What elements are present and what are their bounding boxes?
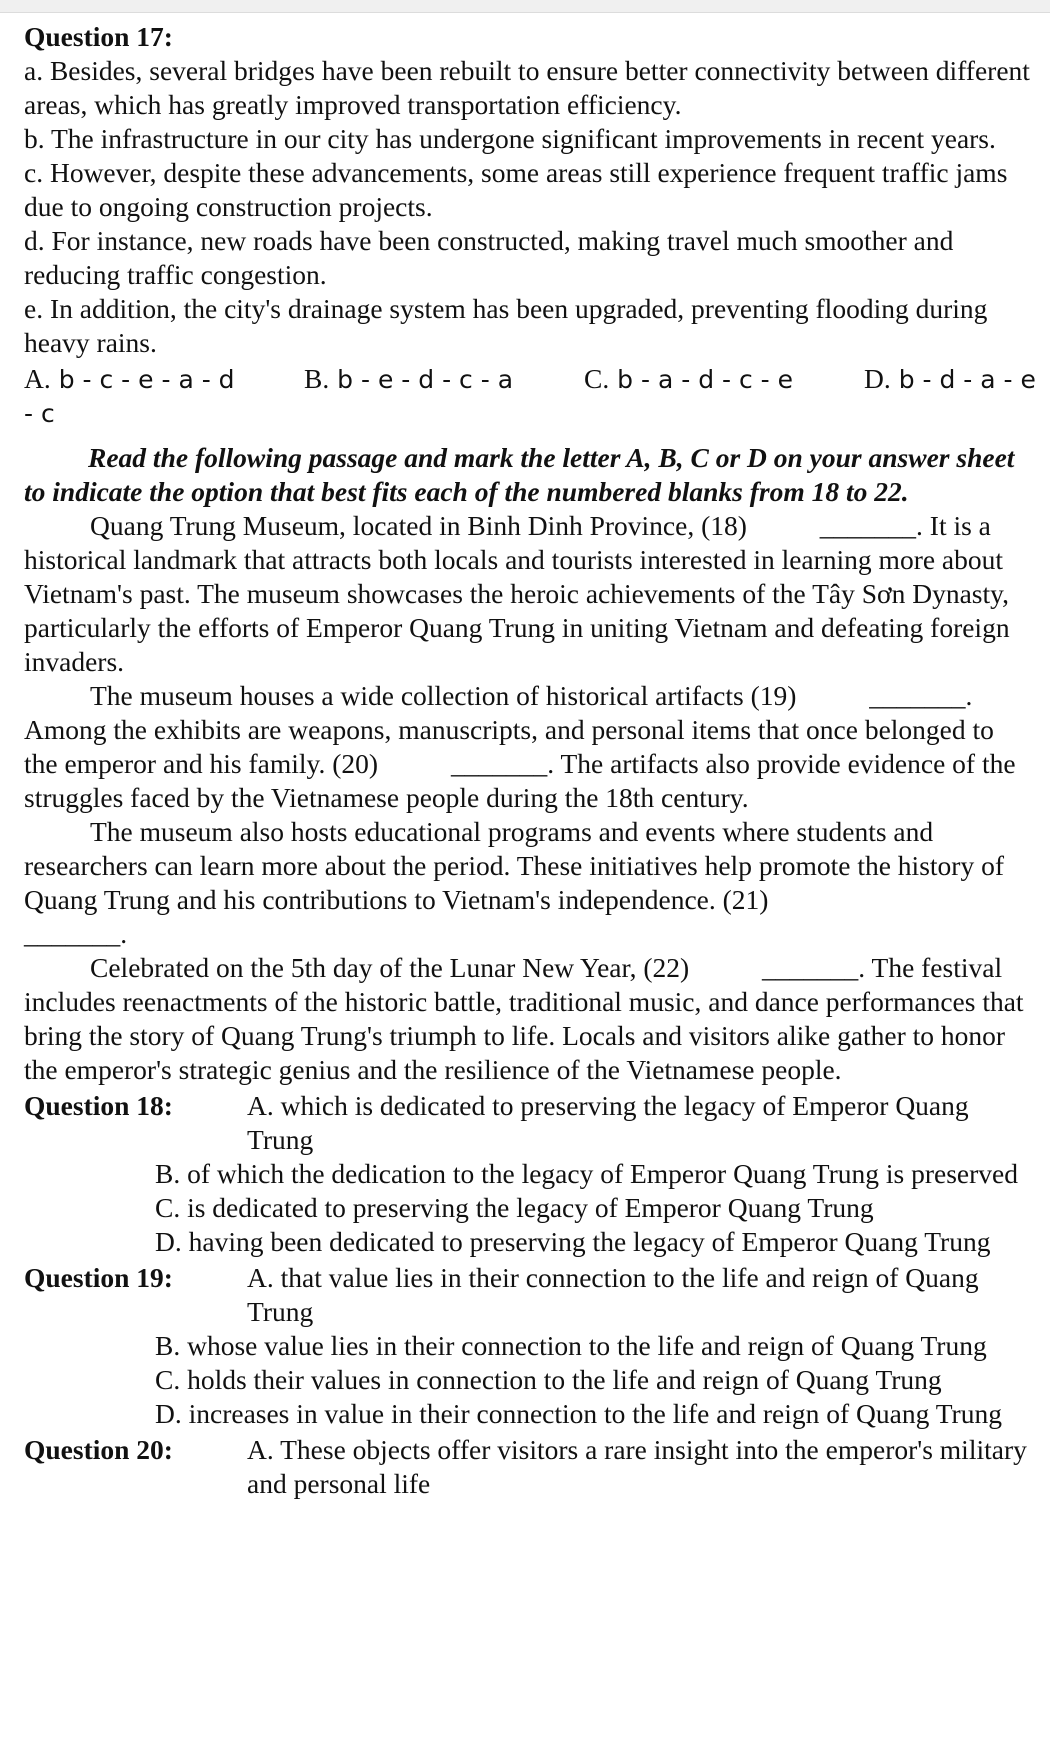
q17-option-b[interactable]: B. b - e - d - c - a <box>304 363 514 394</box>
blank-22: _______ <box>762 952 859 983</box>
q17-sentence-b: b. The infrastructure in our city has undergone significant improvements in recent years. <box>24 123 996 154</box>
p1-text-after: . It is a historical landmark that attracts both locals and tourists interested in learning more about Vietnam's past. The museum showcases the heroic achievements of the Tây Sơn Dynasty, particularly the efforts of Emperor Quang Trung in uniting Vietnam and defeating foreign invaders. <box>24 510 1010 677</box>
q18-option-d[interactable]: D. having been dedicated to preserving the legacy of Emperor Quang Trung <box>155 1226 991 1257</box>
p2-text-before: The museum houses a wide collection of historical artifacts (19) <box>90 680 804 711</box>
question-17-title: Question 17: <box>24 21 173 52</box>
q17-option-d-tail: - c <box>24 399 55 428</box>
passage-paragraph-4 <box>24 951 1034 1087</box>
passage-paragraph-2 <box>24 679 1034 815</box>
p2-text-after: . The artifacts also provide evidence of the struggles faced by the Vietnamese people during the 18th century. <box>24 748 1016 813</box>
passage-paragraph-1 <box>24 509 1034 679</box>
q19-option-c[interactable]: C. holds their values in connection to the life and reign of Quang Trung <box>155 1364 942 1395</box>
q18-option-a[interactable]: A. which is dedicated to preserving the legacy of Emperor Quang Trung <box>247 1090 969 1155</box>
document-page <box>24 20 1034 1501</box>
q19-option-b[interactable]: B. whose value lies in their connection to the life and reign of Quang Trung <box>155 1330 987 1361</box>
passage-paragraph-3 <box>24 815 1034 917</box>
question-20-block <box>24 1433 1034 1501</box>
q17-sentence-a: a. Besides, several bridges have been rebuilt to ensure better connectivity between different areas, which has greatly improved transportation efficiency. <box>24 55 1030 120</box>
q18-option-b[interactable]: B. of which the dedication to the legacy of Emperor Quang Trung is preserved <box>155 1158 1018 1189</box>
question-19-label: Question 19: <box>24 1262 173 1293</box>
question-18-block <box>24 1089 1034 1259</box>
blank-20: _______ <box>450 748 548 779</box>
question-20-label: Question 20: <box>24 1434 173 1465</box>
reading-instruction: Read the following passage and mark the letter A, B, C or D on your answer sheet to indicate the option that best fits each of the numbered blanks from 18 to 22. <box>24 442 1015 507</box>
q17-sentence-d: d. For instance, new roads have been constructed, making travel much smoother and reducing traffic congestion. <box>24 225 954 290</box>
q17-option-c[interactable]: C. b - a - d - c - e <box>584 363 794 394</box>
q17-sentence-e: e. In addition, the city's drainage system has been upgraded, preventing flooding during heavy rains. <box>24 293 988 358</box>
q17-options <box>24 362 1034 397</box>
blank-21: _______. <box>24 918 128 949</box>
viewer-top-bar <box>0 0 1050 13</box>
question-18-label: Question 18: <box>24 1090 173 1121</box>
blank-18: _______ <box>819 510 917 541</box>
q19-option-a[interactable]: A. that value lies in their connection to the life and reign of Quang Trung <box>247 1262 979 1327</box>
q19-option-d[interactable]: D. increases in value in their connection to the life and reign of Quang Trung <box>155 1398 1002 1429</box>
q18-option-c[interactable]: C. is dedicated to preserving the legacy of Emperor Quang Trung <box>155 1192 874 1223</box>
p4-text-after: . The festival includes reenactments of the historic battle, traditional music, and dance performances that bring the story of Quang Trung's triumph to life. Locals and visitors alike gather to honor the emperor's strategic genius and the resilience of the Vietnamese people. <box>24 952 1024 1085</box>
q20-option-a[interactable]: A. These objects offer visitors a rare insight into the emperor's military and personal life <box>247 1434 1027 1499</box>
p3-text-before: The museum also hosts educational programs and events where students and researchers can learn more about the period. These initiatives help promote the history of Quang Trung and his contributions to Vietnam's independence. (21) <box>24 816 1004 915</box>
p2-text-mid: . Among the exhibits are weapons, manuscripts, and personal items that once belonged to the emperor and his family. (20) <box>24 680 994 779</box>
q17-option-d[interactable]: D. b - d - a - e <box>864 363 1036 394</box>
question-19-block <box>24 1261 1034 1431</box>
q17-sentence-c: c. However, despite these advancements, some areas still experience frequent traffic jams due to ongoing construction projects. <box>24 157 1008 222</box>
blank-19: _______ <box>869 680 966 711</box>
p1-text-before: Quang Trung Museum, located in Binh Dinh Province, (18) <box>90 510 754 541</box>
p4-text-before: Celebrated on the 5th day of the Lunar New Year, (22) <box>90 952 697 983</box>
q17-option-a[interactable]: A. b - c - e - a - d <box>24 363 235 394</box>
